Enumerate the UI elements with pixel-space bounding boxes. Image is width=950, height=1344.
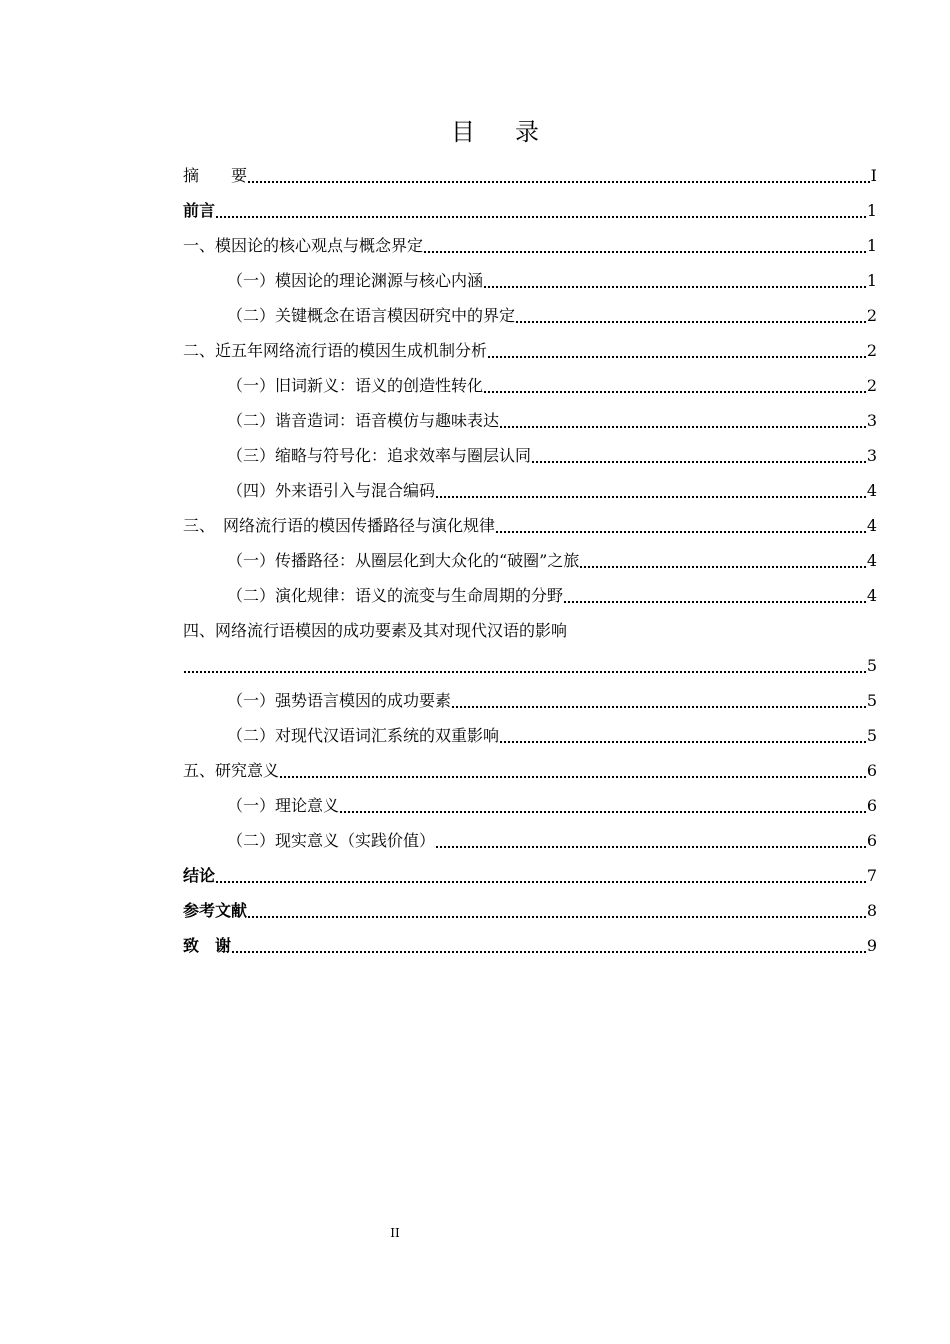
dot-leader xyxy=(435,823,867,858)
toc-entry-label: （四）外来语引入与混合编码 xyxy=(227,481,436,500)
toc-entry-label: 二、近五年网络流行语的模因生成机制分析 xyxy=(183,341,488,360)
toc-entry-label: （二）关键概念在语言模因研究中的界定 xyxy=(227,306,516,325)
toc-entry-label: （二）谐音造词：语音模仿与趣味表达 xyxy=(227,411,500,430)
toc-entry-label: （三）缩略与符号化：追求效率与圈层认同 xyxy=(227,446,532,465)
dot-leader xyxy=(499,718,867,753)
toc-entry-page: 5 xyxy=(866,726,877,745)
toc-entry-acknowledgements[interactable] xyxy=(183,928,877,963)
toc-entry-chapter-4[interactable] xyxy=(183,613,877,648)
toc-entry-preface[interactable] xyxy=(183,193,877,228)
toc-entry-label: （二）对现代汉语词汇系统的双重影响 xyxy=(227,726,500,745)
toc-entry-label: （一）理论意义 xyxy=(227,796,340,815)
toc-entry-page: 1 xyxy=(866,201,877,220)
toc-entry-label: （一）强势语言模因的成功要素 xyxy=(227,691,452,710)
dot-leader xyxy=(231,928,867,963)
toc-entry-page: 4 xyxy=(866,551,877,570)
toc-entry-page: 2 xyxy=(866,341,877,360)
toc-entry-label: 参考文献 xyxy=(183,901,248,920)
toc-entry-page: I xyxy=(870,166,877,185)
toc-entry-page: 1 xyxy=(866,271,877,290)
toc-entry-chapter-4-leader[interactable] xyxy=(183,648,877,683)
dot-leader xyxy=(563,578,867,613)
toc-entry-label: 五、研究意义 xyxy=(183,761,280,780)
dot-leader xyxy=(451,683,867,718)
toc-entry-page: 2 xyxy=(866,306,877,325)
toc-title xyxy=(0,112,950,147)
toc-entry-label: 摘 要 xyxy=(183,166,248,185)
toc-title-left: 目 xyxy=(451,118,475,146)
dot-leader xyxy=(483,368,867,403)
toc-entry-page: 6 xyxy=(866,831,877,850)
toc-entry-chapter-2[interactable] xyxy=(183,333,877,368)
toc-entry-label: （一）模因论的理论渊源与核心内涵 xyxy=(227,271,484,290)
toc-entry-page: 6 xyxy=(866,761,877,780)
toc-entry-chapter-1[interactable] xyxy=(183,228,877,263)
toc-entry-section-4-1[interactable] xyxy=(183,683,877,718)
toc-entry-page: 2 xyxy=(866,376,877,395)
toc-entry-section-1-1[interactable] xyxy=(183,263,877,298)
toc-entry-page: 5 xyxy=(866,656,877,675)
toc-entry-label: 三、 网络流行语的模因传播路径与演化规律 xyxy=(183,516,496,535)
toc-entry-section-2-4[interactable] xyxy=(183,473,877,508)
toc-entry-page: 9 xyxy=(866,936,877,955)
toc-entry-section-3-2[interactable] xyxy=(183,578,877,613)
toc-entry-chapter-3[interactable] xyxy=(183,508,877,543)
toc-entry-label: 四、网络流行语模因的成功要素及其对现代汉语的影响 xyxy=(183,621,568,640)
toc-entry-label: 致 谢 xyxy=(183,936,232,955)
dot-leader xyxy=(515,298,867,333)
dot-leader xyxy=(215,858,867,893)
toc-entry-references[interactable] xyxy=(183,893,877,928)
table-of-contents xyxy=(183,158,877,963)
toc-entry-abstract[interactable] xyxy=(183,158,877,193)
dot-leader xyxy=(183,648,867,683)
toc-entry-section-2-2[interactable] xyxy=(183,403,877,438)
dot-leader xyxy=(423,228,867,263)
toc-entry-page: 8 xyxy=(866,901,877,920)
toc-title-right: 录 xyxy=(515,118,539,146)
dot-leader xyxy=(247,158,871,193)
dot-leader xyxy=(435,473,867,508)
dot-leader xyxy=(483,263,867,298)
toc-entry-chapter-5[interactable] xyxy=(183,753,877,788)
toc-entry-page: 4 xyxy=(866,516,877,535)
toc-entry-label: 前言 xyxy=(183,201,216,220)
toc-entry-label: 一、模因论的核心观点与概念界定 xyxy=(183,236,424,255)
toc-entry-section-3-1[interactable] xyxy=(183,543,877,578)
toc-entry-section-1-2[interactable] xyxy=(183,298,877,333)
dot-leader xyxy=(495,508,867,543)
toc-entry-section-4-2[interactable] xyxy=(183,718,877,753)
dot-leader xyxy=(247,893,867,928)
toc-entry-page: 3 xyxy=(866,446,877,465)
toc-entry-page: 4 xyxy=(866,586,877,605)
toc-entry-page: 7 xyxy=(866,866,877,885)
toc-entry-conclusion[interactable] xyxy=(183,858,877,893)
dot-leader xyxy=(215,193,867,228)
toc-entry-label: （一）旧词新义：语义的创造性转化 xyxy=(227,376,484,395)
toc-entry-label: （一）传播路径：从圈层化到大众化的“破圈”之旅 xyxy=(227,551,580,570)
dot-leader xyxy=(499,403,867,438)
toc-entry-section-2-1[interactable] xyxy=(183,368,877,403)
toc-entry-page: 4 xyxy=(866,481,877,500)
toc-entry-page: 6 xyxy=(866,796,877,815)
toc-entry-page: 3 xyxy=(866,411,877,430)
toc-entry-label: （二）现实意义（实践价值） xyxy=(227,831,436,850)
dot-leader xyxy=(487,333,867,368)
toc-entry-section-5-2[interactable] xyxy=(183,823,877,858)
toc-entry-page: 5 xyxy=(866,691,877,710)
toc-entry-page: 1 xyxy=(866,236,877,255)
dot-leader xyxy=(339,788,867,823)
toc-entry-label: （二）演化规律：语义的流变与生命周期的分野 xyxy=(227,586,564,605)
toc-entry-label: 结论 xyxy=(183,866,216,885)
dot-leader xyxy=(579,543,866,578)
dot-leader xyxy=(531,438,867,473)
page-number-footer: II xyxy=(390,1226,400,1240)
toc-entry-section-2-3[interactable] xyxy=(183,438,877,473)
toc-entry-section-5-1[interactable] xyxy=(183,788,877,823)
dot-leader xyxy=(279,753,867,788)
